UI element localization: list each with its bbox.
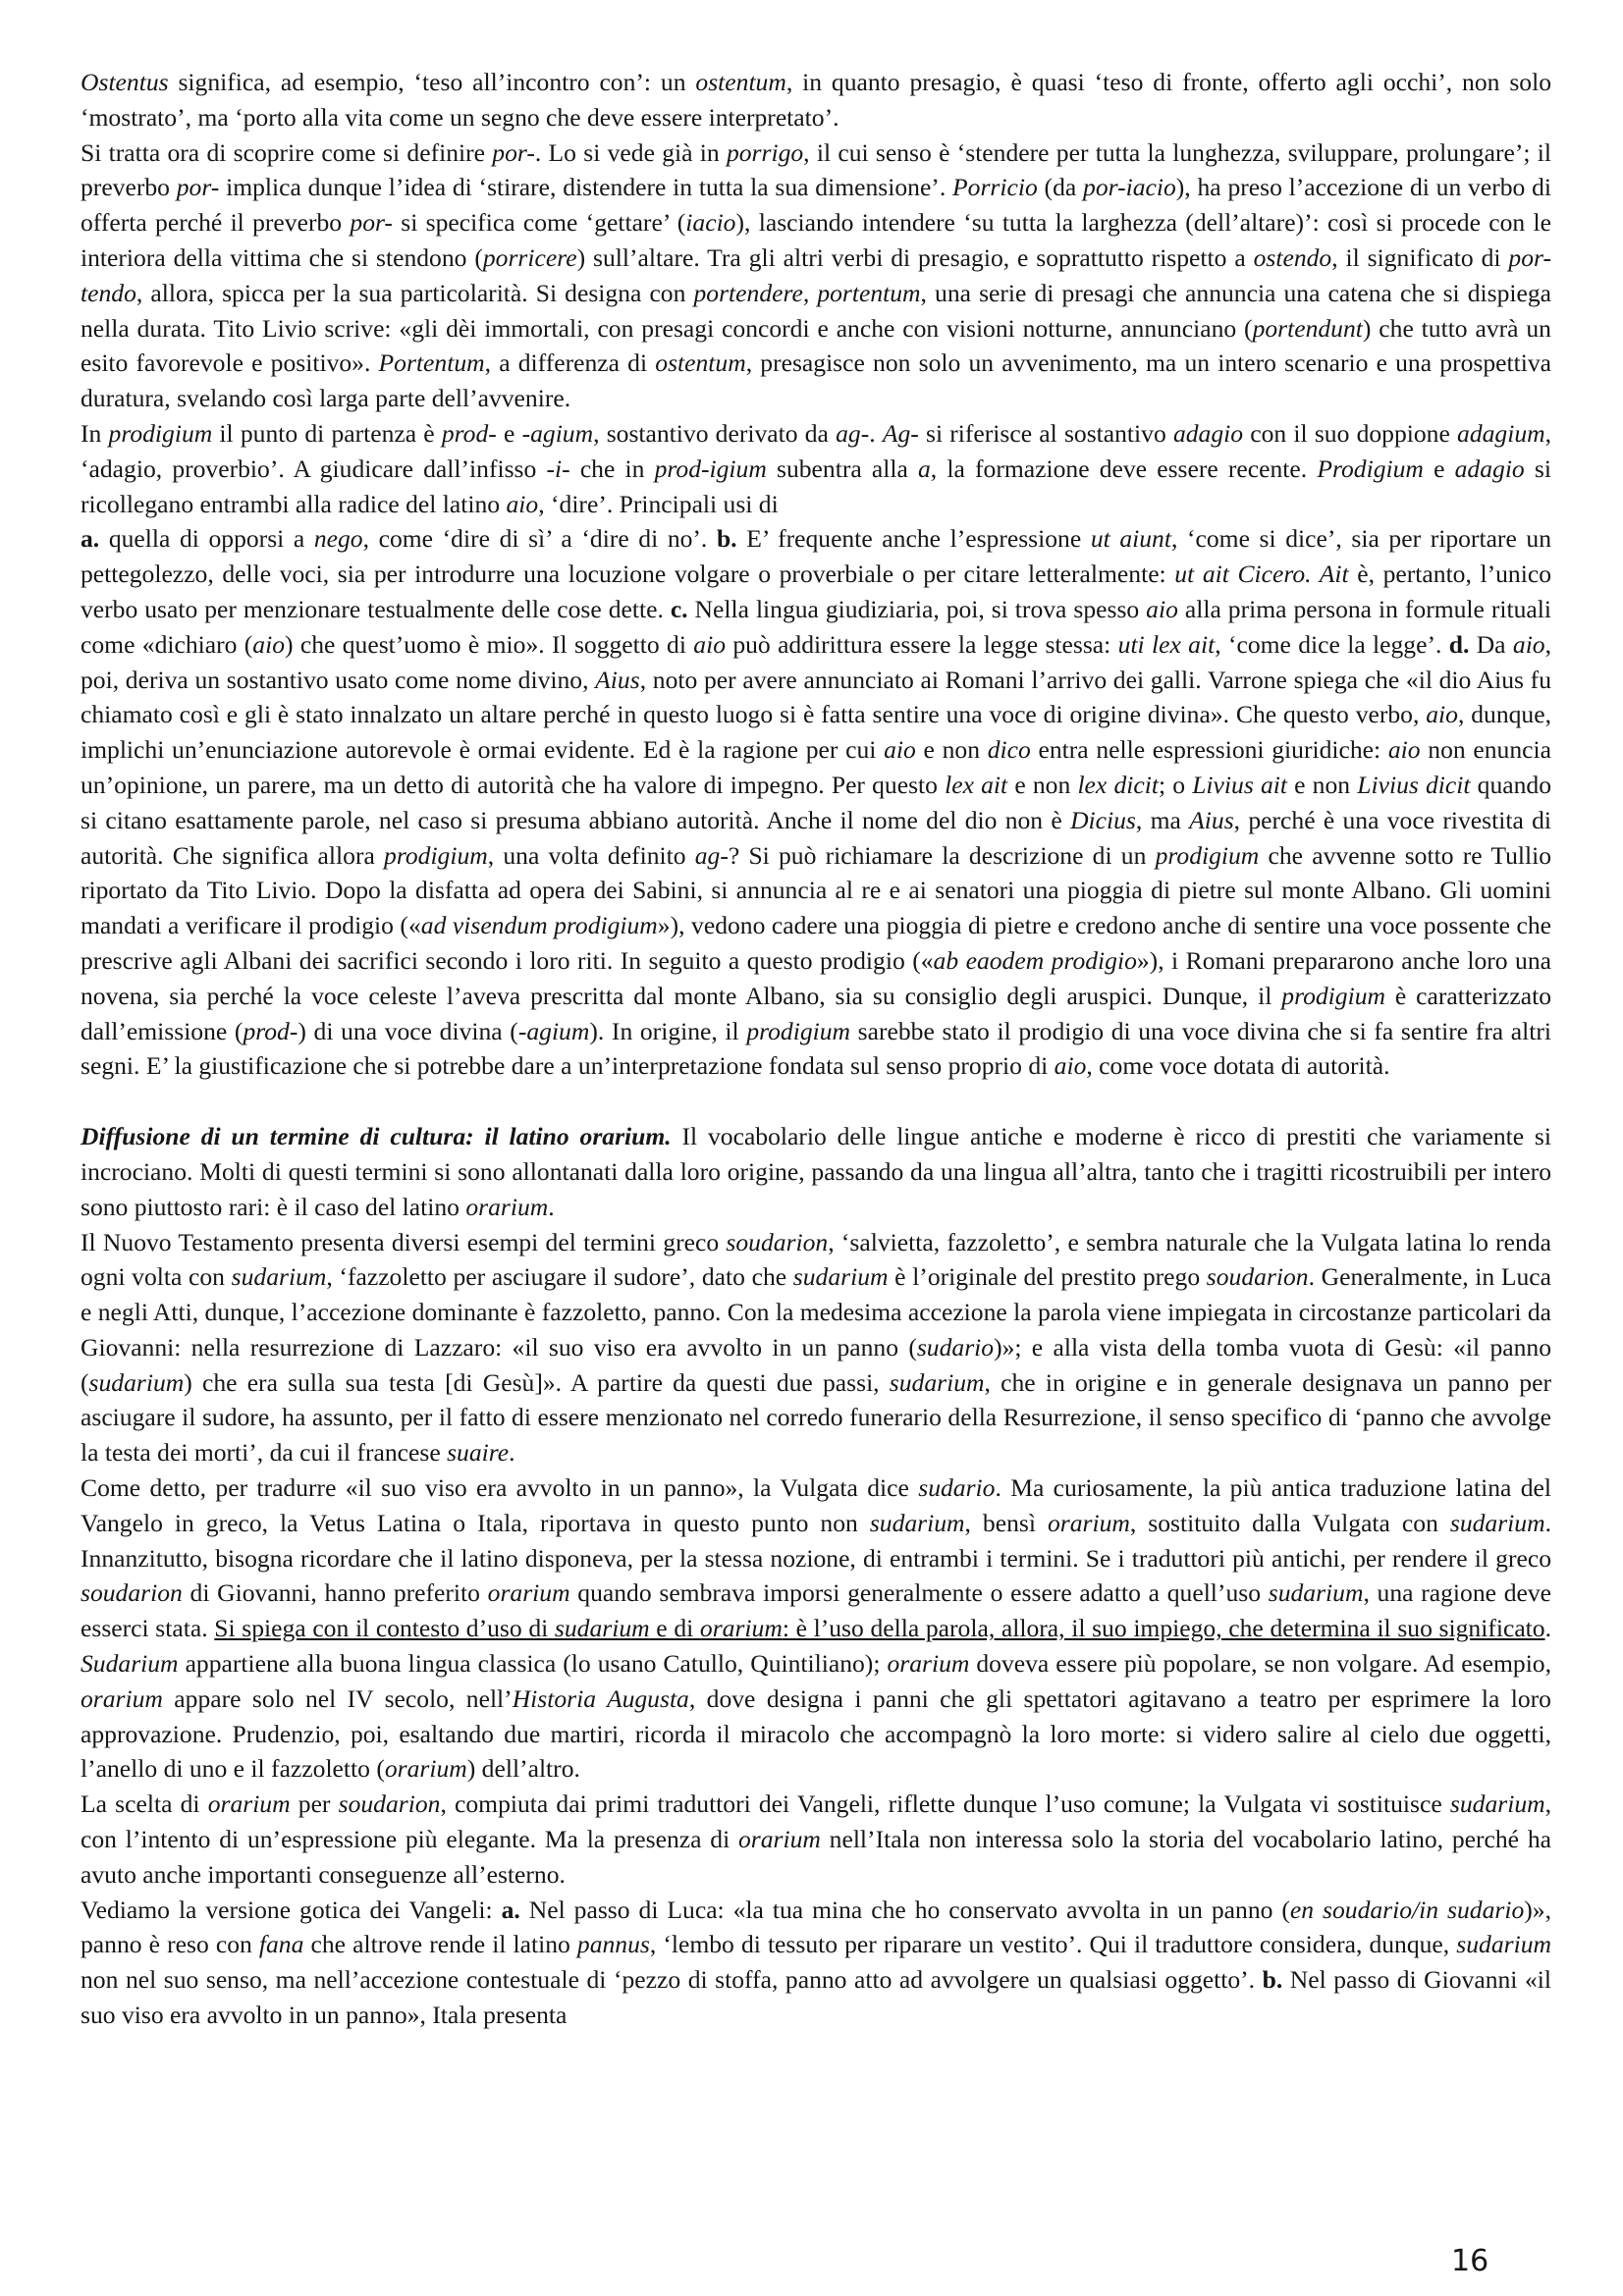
underlined-sentence: Si spiega con il contesto d’uso di sudarium e di orarium: è l’uso della parola, allora, il suo impiego, che determina il suo significato	[214, 1614, 1545, 1643]
paragraph-prodigium: In prodigium il punto di partenza è prod- e -agium, sostantivo derivato da ag-. Ag- si riferisce al sostantivo adagio con il suo doppione adagium, ‘adagio, proverbio’. A giudicare dall’infisso -i- che in prod-igium subentra alla a, la formazione deve essere recente. Prodigium e adagio si ricollegano entrambi alla radice del latino aio, ‘dire’. Principali usi di	[81, 418, 1552, 518]
paragraph-ostentus: Ostentus significa, ad esempio, ‘teso all’incontro con’: un ostentum, in quanto presagio, è quasi ‘teso di fronte, offerto agli occhi’, non solo ‘mostrato’, ma ‘porto alla vita come un segno che deve essere interpretato’.	[81, 68, 1552, 132]
section-gap	[81, 1084, 1551, 1119]
paragraph-gotica: Vediamo la versione gotica dei Vangeli: a. Nel passo di Luca: «la tua mina che ho conservato avvolta in un panno (en soudario/in sudario)», panno è reso con fana che altrove rende il latino pannus, ‘lembo di tessuto per riparare un vestito’. Qui il traduttore considera, dunque, sudarium non nel suo senso, ma nell’accezione contestuale di ‘pezzo di stoffa, panno atto ad avvolgere un qualsiasi oggetto’. b. Nel passo di Giovanni «il suo viso era avvolto in un panno», Itala presenta	[81, 1895, 1551, 2030]
latin-term: ostentum	[695, 68, 786, 96]
paragraph-soudarion: Il Nuovo Testamento presenta diversi esempi del termini greco soudarion, ‘salvietta, fazzoletto’, e sembra naturale che la Vulgata latina lo renda ogni volta con sudarium, ‘fazzoletto per asciugare il sudore’, dato che sudarium è l’originale del prestito prego soudarion. Generalmente, in Luca e negli Atti, dunque, l’accezione dominante è fazzoletto, panno. Con la medesima accezione la parola viene impiegata in circostanze particolari da Giovanni: nella resurrezione di Lazzaro: «il suo viso era avvolto in un panno (sudario)»; e alla vista della tomba vuota di Gesù: «il panno (sudarium) che era sulla sua testa [di Gesù]». A partire da questi due passi, sudarium, che in origine e in generale designava un panno per asciugare il sudore, ha assunto, per il fatto di essere menzionato nel corredo funerario della Resurrezione, il senso specifico di ‘panno che avvolge la testa dei morti’, da cui il francese suaire.	[81, 1227, 1552, 1468]
section-heading: Diffusione di un termine di cultura: il latino orarium.	[81, 1122, 672, 1151]
document-page	[81, 65, 1551, 2033]
paragraph-por: Si tratta ora di scoprire come si definire por-. Lo si vede già in porrigo, il cui senso è ‘stendere per tutta la lunghezza, sviluppare, prolungare’; il preverbo por- implica dunque l’idea di ‘stirare, distendere in tutta la sua dimensione’. Porricio (da por-iacio), ha preso l’accezione di un verbo di offerta perché il preverbo por- si specifica come ‘gettare’ (iacio), lasciando intendere ‘su tutta la larghezza (dell’altare)’: così si procede con le interiora della vittima che si stendono (porricere) sull’altare. Tra gli altri verbi di presagio, e soprattutto rispetto a ostendo, il significato di por-tendo, allora, spicca per la sua particolarità. Si designa con portendere, portentum, una serie di presagi che annuncia una catena che si dispiega nella durata. Tito Livio scrive: «gli dèi immortali, con presagi concordi e anche con visioni notturne, annunciano (portendunt) che tutto avrà un esito favorevole e positivo». Portentum, a differenza di ostentum, presagisce non solo un avvenimento, ma un intero scenario e una prospettiva duratura, svelando così larga parte dell’avvenire.	[81, 137, 1552, 413]
paragraph-vulgata: Come detto, per tradurre «il suo viso era avvolto in un panno», la Vulgata dice sudario. Ma curiosamente, la più antica traduzione latina del Vangelo in greco, la Vetus Latina o Itala, riportava in questo punto non sudarium, bensì orarium, sostituito dalla Vulgata con sudarium. Innanzitutto, bisogna ricordare che il latino disponeva, per la stessa nozione, di entrambi i termini. Se i traduttori più antichi, per rendere il greco soudarion di Giovanni, hanno preferito orarium quando sembrava imporsi generalmente o essere adatto a quell’uso sudarium, una ragione deve esserci stata. Si spiega con il contesto d’uso di sudarium e di orarium: è l’uso della parola, allora, il suo impiego, che determina il suo significato. Sudarium appartiene alla buona lingua classica (lo usano Catullo, Quintiliano); orarium doveva essere più popolare, se non volgare. Ad esempio, orarium appare solo nel IV secolo, nell’Historia Augusta, dove designa i panni che gli spettatori agitavano a teatro per esprimere la loro approvazione. Prudenzio, poi, esaltando due martiri, ricorda il miracolo che accompagnò la loro morte: si videro salire al cielo due oggetti, l’anello di uno e il fazzoletto (orarium) dell’altro.	[81, 1473, 1552, 1784]
page-number: 16	[1451, 2244, 1489, 2278]
paragraph-orarium-intro: Diffusione di un termine di cultura: il latino orarium. Il vocabolario delle lingue antiche e moderne è ricco di prestiti che variamente si incrociano. Molti di questi termini si sono allontanati dalla loro origine, passando da una lingua all’altra, tanto che i tragitti ricostruibili per intero sono piuttosto rari: è il caso del latino orarium.	[81, 1122, 1552, 1221]
paragraph-scelta: La scelta di orarium per soudarion, compiuta dai primi traduttori dei Vangeli, riflette dunque l’uso comune; la Vulgata vi sostituisce sudarium, con l’intento di un’espressione più elegante. Ma la presenza di orarium nell’Itala non interessa solo la storia del vocabolario latino, perché ha avuto anche importanti conseguenze all’esterno.	[81, 1789, 1552, 1889]
latin-term: Ostentus	[81, 68, 169, 96]
paragraph-aio-uses: a. quella di opporsi a nego, come ‘dire di sì’ a ‘dire di no’. b. E’ frequente anche l’espressione ut aiunt, ‘come si dice’, sia per riportare un pettegolezzo, delle voci, sia per introdurre una locuzione volgare o proverbiale o per citare letteralmente: ut ait Cicero. Ait è, pertanto, l’unico verbo usato per menzionare testualmente delle cose dette. c. Nella lingua giudiziaria, poi, si trova spesso aio alla prima persona in formule rituali come «dichiaro (aio) che quest’uomo è mio». Il soggetto di aio può addirittura essere la legge stessa: uti lex ait, ‘come dice la legge’. d. Da aio, poi, deriva un sostantivo usato come nome divino, Aius, noto per avere annunciato ai Romani l’arrivo dei galli. Varrone spiega che «il dio Aius fu chiamato così e gli è stato innalzato un altare perché in questo luogo si è fatta sentire una voce di origine divina». Che questo verbo, aio, dunque, implichi un’enunciazione autorevole è ormai evidente. Ed è la ragione per cui aio e non dico entra nelle espressioni giuridiche: aio non enuncia un’opinione, un parere, ma un detto di autorità che ha valore di impegno. Per questo lex ait e non lex dicit; o Livius ait e non Livius dicit quando si citano esattamente parole, nel caso si presuma abbiano autorità. Anche il nome del dio non è Dicius, ma Aius, perché è una voce rivestita di autorità. Che significa allora prodigium, una volta definito ag-? Si può richiamare la descrizione di un prodigium che avvenne sotto re Tullio riportato da Tito Livio. Dopo la disfatta ad opera dei Sabini, si annuncia al re e ai senatori una pioggia di pietre sul monte Albano. Gli uomini mandati a verificare il prodigio («ad visendum prodigium»), vedono cadere una pioggia di pietre e credono anche di sentire una voce possente che prescrive agli Albani dei sacrifici secondo i loro riti. In seguito a questo prodigio («ab eaodem prodigio»), i Romani prepararono anche loro una novena, sia perché la voce celeste l’aveva prescritta dal monte Albano, sia su consiglio degli aruspici. Dunque, il prodigium è caratterizzato dall’emissione (prod-) di una voce divina (-agium). In origine, il prodigium sarebbe stato il prodigio di una voce divina che si fa sentire fra altri segni. E’ la giustificazione che si potrebbe dare a un’interpretazione fondata sul senso proprio di aio, come voce dotata di autorità.	[81, 524, 1552, 1081]
